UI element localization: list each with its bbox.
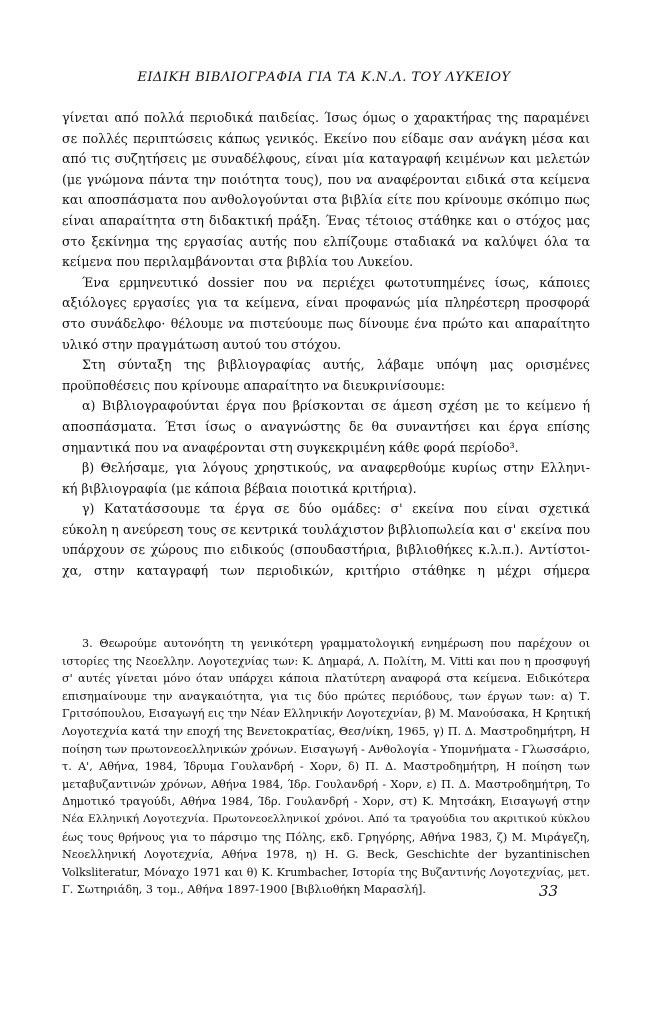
footnote-line: ποίηση των πρωτονεοελληνικών χρόνων. Εισαγωγή - Ανθολογία - Υπομνήματα - Γλωσσάριο, bbox=[62, 742, 590, 756]
body-line: και αποσπάσματα που ανθολογούνται στα βιβλία είτε που κρίνουμε σκόπιμο πως bbox=[62, 192, 590, 208]
body-line: στο συνάδελφο· θέλουμε να πιστεύουμε πως δίνουμε ένα πρώτο και απαραίτητο bbox=[62, 315, 590, 331]
footnote-line: Λογοτεχνία κατά την εποχή της Βενετοκρατίας, Θεσ/νίκη, 1965, γ) Π. Δ. Μαστροδημήτρη, Η bbox=[62, 724, 590, 738]
body-line: Ένα ερμηνευτικό dossier που να περιέχει φωτοτυπημένες ίσως, κάποιες bbox=[82, 274, 590, 290]
footnote-line: 3. Θεωρούμε αυτονόητη τη γενικότερη γραμματολογική ενημέρωση που παρέχουν οι bbox=[82, 637, 590, 650]
footnote-line: Δημοτικό τραγούδι, Αθήνα 1984, Ίδρ. Γουλανδρή - Χορν, στ) Κ. Μητσάκη, Εισαγωγή στην bbox=[62, 795, 590, 809]
footnote-line: μεταβυζαντινών χρόνων, Αθήνα 1984, Ίδρ. Γουλανδρή - Χορν, ε) Π. Δ. Μαστροδημήτρη, Το bbox=[62, 777, 590, 791]
footnote-line: επισημαίνουμε την αναγκαιότητα, για τις δύο πρώτες περιόδους, των έργων των: α) Τ. bbox=[62, 689, 590, 703]
body-line: υλικό στην πραγμάτωση αυτού του στόχου. bbox=[62, 336, 342, 352]
body-line: α) Βιβλιογραφούνται έργα που βρίσκονται σε άμεση σχέση με το κείμενο ή bbox=[82, 398, 590, 414]
footnote-line: Γριτσόπουλου, Εισαγωγή εις την Νέαν Ελληνικήν Λογοτεχνίαν, β) Μ. Μανούσακα, Η Κρητική bbox=[62, 707, 591, 721]
page-number: 33 bbox=[538, 882, 558, 900]
footnote-line: ιστορίες της Νεοελλην. Λογοτεχνίας των: Κ. Δημαρά, Λ. Πολίτη, M. Vitti και που η προσφυγή bbox=[62, 654, 590, 668]
body-line: αποσπάσματα. Έτσι ίσως ο αναγνώστης δε θα συναντήσει και έργα επίσης bbox=[62, 418, 590, 434]
body-line: κείμενα που περιλαμβάνονται στα βιβλία του Λυκείου. bbox=[62, 254, 414, 270]
body-line: (με γνώμονα πάντα την ποιότητα τους), που να αναφέρονται ειδικά στα κείμενα bbox=[62, 171, 590, 187]
footnote-line: Νεοελληνική Λογοτεχνία, Αθήνα 1978, η) H. G. Beck, Geschichte der byzantinischen bbox=[62, 848, 590, 862]
body-line: εύκολη η ανεύρεση τους σε κεντρικά τουλάχιστον βιβλιοπωλεία και σ' εκείνα που bbox=[62, 521, 590, 537]
footnote-line: σ' αυτές γίνεται μόνο όταν υπάρχει κάποια πλατύτερη αναφορά στα κείμενα. Ειδικότερα bbox=[62, 672, 590, 686]
running-head: ΕΙΔΙΚΗ ΒΙΒΛΙΟΓΡΑΦΙΑ ΓΙΑ ΤΑ Κ.Ν.Λ. ΤΟΥ ΛΥΚΕΙΟΥ bbox=[137, 70, 511, 85]
body-line: σημαντικά που να αναφέρονται στη συγκεκριμένη κάθε φορά περίοδο³. bbox=[62, 439, 519, 455]
footnote-line: Νέα Ελληνική Λογοτεχνία. Πρωτονεοελληνικοί χρόνοι. Από τα τραγούδια του ακριτικού κύκλου bbox=[62, 812, 590, 825]
body-line: αξιόλογες εργασίες για τα κείμενα, είναι προφανώς μία πληρέστερη προσφορά bbox=[62, 295, 590, 311]
footnote-line: τ. Α', Αθήνα, 1984, Ίδρυμα Γουλανδρή - Χορν, δ) Π. Δ. Μαστροδημήτρη, Η ποίηση των bbox=[62, 760, 590, 774]
footnotes bbox=[62, 635, 590, 899]
footnote-line: Volksliteratur, Μόναχο 1971 και θ) K. Krumbacher, Ιστορία της Βυζαντινής Λογοτεχνίας, μετ. bbox=[62, 865, 590, 879]
footnote-line: έως τους θρήνους για το πάρσιμο της Πόλης, εκδ. Γρηγόρης, Αθήνα 1983, ζ) Μ. Μιράγεζη, bbox=[62, 830, 590, 844]
body-line: προϋποθέσεις που κρίνουμε απαραίτητο να διευκρινίσουμε: bbox=[62, 377, 445, 393]
body-line: σε πολλές περιπτώσεις κάπως γενικός. Εκείνο που είδαμε σαν ανάγκη μέσα και bbox=[62, 130, 590, 146]
body-line: γίνεται από πολλά περιοδικά παιδείας. Ίσως όμως ο χαρακτήρας της παραμένει bbox=[62, 110, 590, 125]
footnote-line: Γ. Σωτηριάδη, 3 τομ., Αθήνα 1897-1900 [Βιβλιοθήκη Μαρασλή]. bbox=[62, 883, 426, 897]
body-line: στο ξεκίνημα της εργασίας αυτής που ελπίζουμε σταδιακά να καλύψει όλα τα bbox=[62, 233, 590, 249]
body-line: χα, στην καταγραφή των περιοδικών, κριτήριο στάθηκε η μέχρι σήμερα bbox=[62, 563, 590, 579]
body-line: γ) Κατατάσσουμε τα έργα σε δύο ομάδες: σ' εκείνα που είναι σχετικά bbox=[82, 501, 590, 517]
body-line: είναι απαραίτητα στη διδακτική πράξη. Ένας τέτοιος στάθηκε και ο στόχος μας bbox=[62, 212, 590, 228]
body-line: από τις συζητήσεις με συναδέλφους, είναι μία καταγραφή κειμένων και μελετών bbox=[62, 151, 590, 167]
body-line: Στη σύνταξη της βιβλιογραφίας αυτής, λάβαμε υπόψη μας ορισμένες bbox=[82, 357, 590, 373]
body-text bbox=[62, 108, 590, 582]
body-line: β) Θελήσαμε, για λόγους χρηστικούς, να αναφερθούμε κυρίως στην Ελληνι- bbox=[82, 460, 590, 476]
body-line: κή βιβλιογραφία (με κάποια βέβαια ποιοτικά κριτήρια). bbox=[62, 480, 417, 496]
body-line: υπάρχουν σε χώρους πιο ειδικούς (σπουδαστήρια, βιβλιοθήκες κ.λ.π.). Αντίστοι- bbox=[62, 542, 590, 558]
